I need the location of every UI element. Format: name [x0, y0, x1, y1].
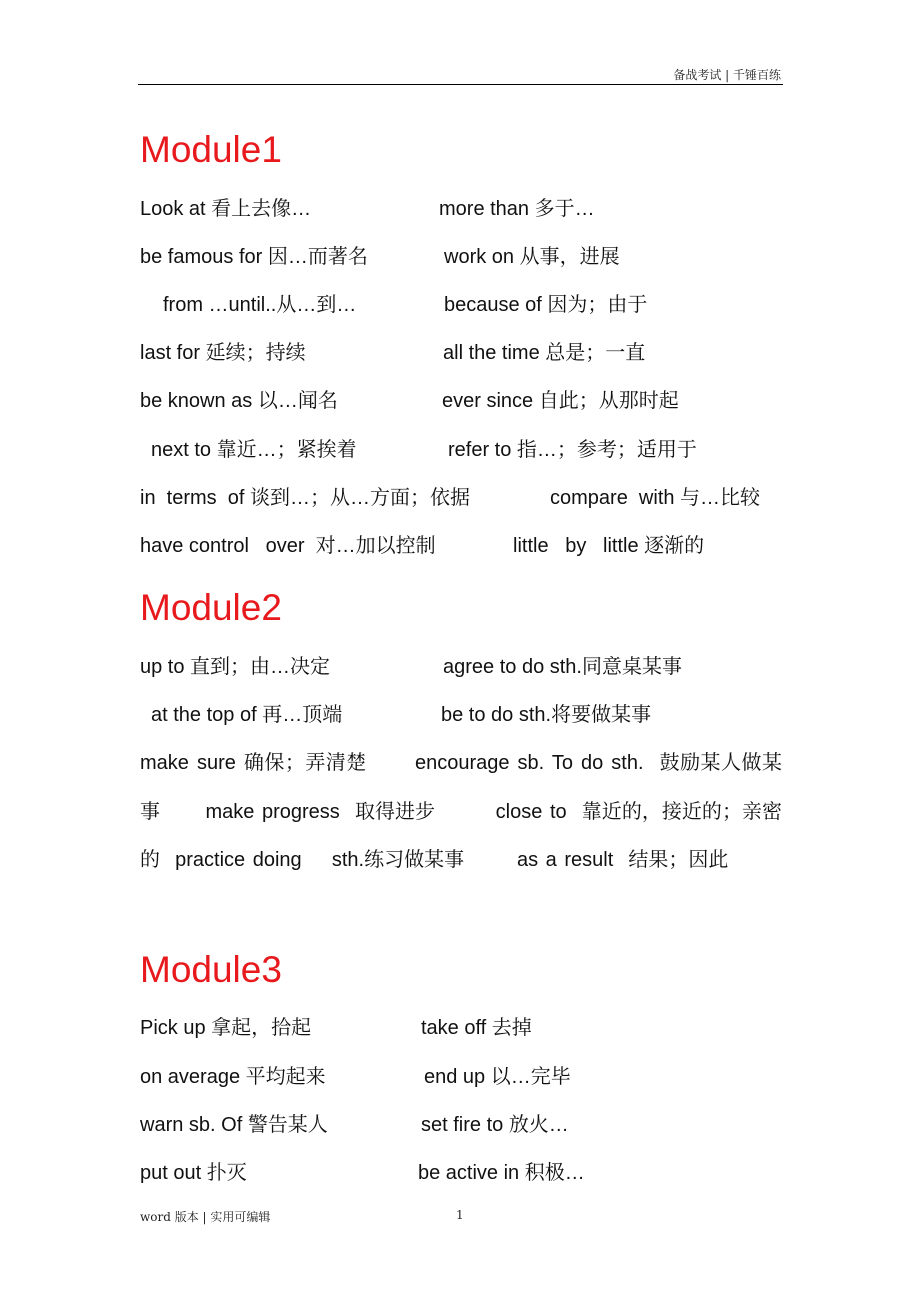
phrase-right: agree to do sth.同意桌某事 — [443, 656, 682, 678]
phrase-left: on average 平均起来 — [140, 1066, 326, 1088]
phrase-left: put out 扑灭 — [140, 1162, 247, 1184]
phrase-right: end up 以…完毕 — [424, 1066, 571, 1088]
phrase-left: have control over 对…加以控制 — [140, 535, 436, 557]
phrase-right: more than 多于… — [439, 198, 595, 220]
phrase-left: up to 直到；由…决定 — [140, 656, 331, 678]
phrase-right: little by little 逐渐的 — [513, 535, 705, 557]
phrase-right: be to do sth.将要做某事 — [441, 704, 652, 726]
phrase-right: because of 因为；由于 — [444, 294, 648, 316]
header-text: 备战考试 | 千锤百练 — [673, 68, 781, 82]
phrase-left: next to 靠近…；紧挨着 — [151, 439, 357, 461]
phrase-right: be active in 积极… — [418, 1162, 585, 1184]
phrase-right: all the time 总是；一直 — [443, 342, 646, 364]
module3-title: Module3 — [140, 949, 282, 990]
phrase-right: set fire to 放火… — [421, 1114, 569, 1136]
phrase-right: compare with 与…比较 — [550, 487, 761, 509]
phrase-left: from …until..从…到… — [163, 294, 357, 316]
phrase-left: be known as 以…闻名 — [140, 390, 338, 412]
module1-title: Module1 — [140, 129, 282, 170]
phrase-left: be famous for 因…而著名 — [140, 246, 368, 268]
phrase-left: in terms of 谈到…；从…方面；依据 — [140, 487, 471, 509]
header-divider — [138, 84, 783, 85]
phrase-right: work on 从事，进展 — [444, 246, 620, 268]
phrase-left: warn sb. Of 警告某人 — [140, 1114, 328, 1136]
phrase-left: at the top of 再…顶端 — [151, 704, 343, 726]
module2-paragraph: make sure 确保；弄清楚 encourage sb. To do sth. 鼓励某人做某事 make progress 取得进步 close to 靠近的，接近的；亲密的 practice doing sth.练习做某事 as a result 结果；因此 — [140, 752, 782, 871]
module2-title: Module2 — [140, 587, 282, 628]
phrase-right: ever since 自此；从那时起 — [442, 390, 679, 412]
phrase-left: Look at 看上去像… — [140, 198, 312, 220]
phrase-left: last for 延续；持续 — [140, 342, 306, 364]
phrase-left: Pick up 拿起，拾起 — [140, 1017, 312, 1039]
footer-text: word 版本 | 实用可编辑 — [140, 1210, 271, 1224]
phrase-right: take off 去掉 — [421, 1017, 532, 1039]
page-number: 1 — [456, 1208, 464, 1222]
phrase-right: refer to 指…；参考；适用于 — [448, 439, 697, 461]
